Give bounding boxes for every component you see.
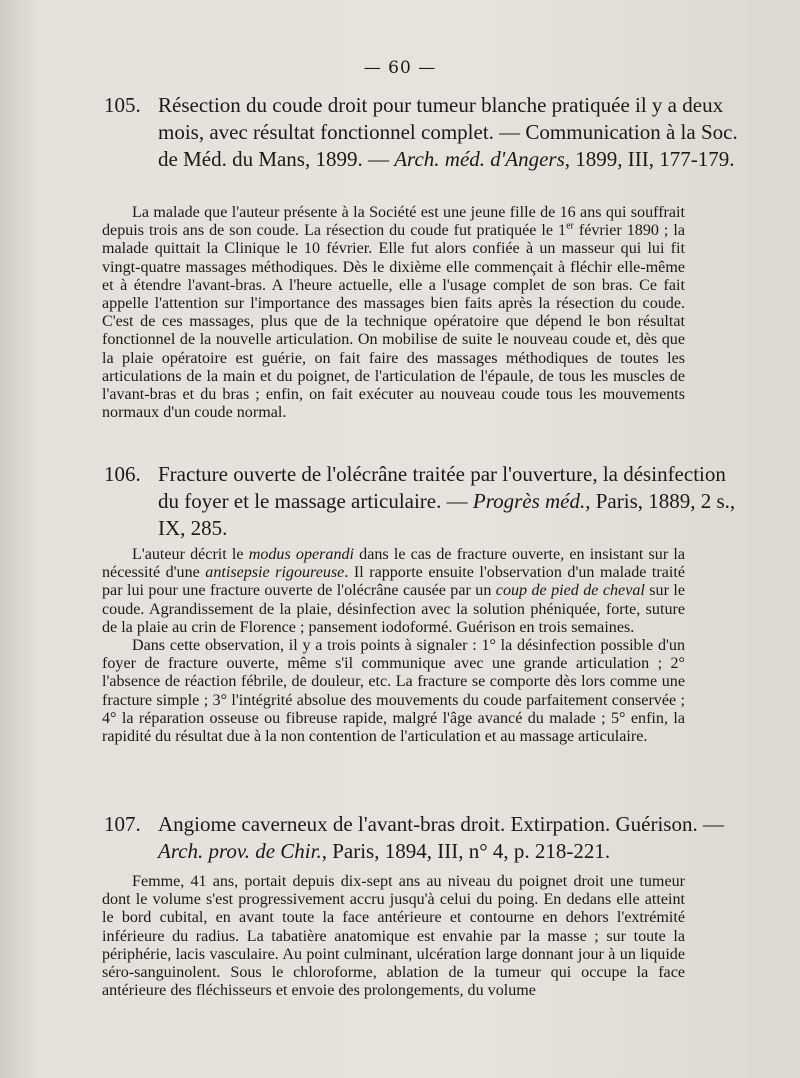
page-number: — 60 —: [363, 58, 437, 78]
entry-title-text: Résection du coude droit pour tumeur blanche pratiquée il y a deux mois, avec résultat fonctionnel complet. — Communication à la Soc. de Méd. du Mans, 1899. — Arch. méd. d'Angers, 1899, III, 177-179.: [158, 93, 738, 171]
entry-106-body: [102, 546, 685, 746]
entry-105-body: [102, 204, 685, 422]
entry-106-title: [104, 461, 748, 542]
entry-paragraph: Femme, 41 ans, portait depuis dix-sept ans au niveau du poignet droit une tumeur dont le volume s'est progressivement accru jusqu'à celui du poing. En dedans elle atteint le bord cubital, en avant toute la face antérieure et contourne en dehors l'extrémité inférieure du radius. La tabatière anatomique est envahie par la masse ; sur toute la périphérie, lacis vasculaire. Au point culminant, ulcération large donnant jour à un liquide séro-sanguinolent. Sous le chloroforme, ablation de la tumeur qui occupe la face antérieure des fléchisseurs et envoie des prolongements, du volume: [102, 873, 685, 1000]
entry-105-title: [104, 92, 748, 173]
entry-title-text: Fracture ouverte de l'olécrâne traitée par l'ouverture, la désinfection du foyer et le massage articulaire. — Progrès méd., Paris, 1889, 2 s., IX, 285.: [158, 462, 736, 540]
entry-107-body: [102, 873, 685, 1000]
entry-paragraph: L'auteur décrit le modus operandi dans le cas de fracture ouverte, en insistant sur la nécessité d'une antisepsie rigoureuse. Il rapporte ensuite l'observation d'un malade traité par lui pour une fracture ouverte de l'olécrâne causée par un coup de pied de cheval sur le coude. Agrandissement de la plaie, désinfection avec la solution phéniquée, forte, suture de la plaie au crin de Florence ; pansement iodoformé. Guérison en trois semaines.: [102, 546, 685, 636]
entry-107-title: [104, 811, 748, 865]
entry-number: 105.: [104, 93, 141, 117]
entry-title-text: Angiome caverneux de l'avant-bras droit. Extirpation. Guérison. — Arch. prov. de Chir., Paris, 1894, III, n° 4, p. 218-221.: [158, 812, 724, 863]
entry-paragraph: La malade que l'auteur présente à la Société est une jeune fille de 16 ans qui souffrait depuis trois ans de son coude. La résection du coude fut pratiquée le 1er février 1890 ; la malade quittait la Clinique le 10 février. Elle fut alors confiée à un masseur qui lui fit vingt-quatre massages méthodiques. Dès le dixième elle commençait à fléchir elle-même et à étendre l'avant-bras. A l'heure actuelle, elle a l'usage complet de son bras. Ce fait appelle l'attention sur l'importance des massages bien faits après la résection du coude. C'est de ces massages, plus que de la technique opératoire que dépend le bon résultat fonctionnel de la nouvelle articulation. On mobilise de suite le nouveau coude et, dès que la plaie opératoire est guérie, on fait faire des massages méthodiques de toutes les articulations de la main et du poignet, de l'articulation de l'épaule, de tous les muscles de l'avant-bras et du bras ; enfin, on fait exécuter au nouveau coude tous les mouvements normaux d'un coude normal.: [102, 204, 685, 422]
entry-paragraph: Dans cette observation, il y a trois points à signaler : 1° la désinfection possible d'un foyer de fracture ouverte, même s'il communique avec une grande articulation ; 2° l'absence de réaction fébrile, de douleur, etc. La fracture se comporte dès lors comme une fracture simple ; 3° l'intégrité absolue des mouvements du coude parfaitement conservée ; 4° la réparation osseuse ou fibreuse rapide, malgré l'âge avancé du malade ; 5° enfin, la rapidité du résultat due à la non contention de l'articulation et au massage articulaire.: [102, 637, 685, 746]
entry-number: 107.: [104, 812, 141, 836]
entry-number: 106.: [104, 462, 141, 486]
